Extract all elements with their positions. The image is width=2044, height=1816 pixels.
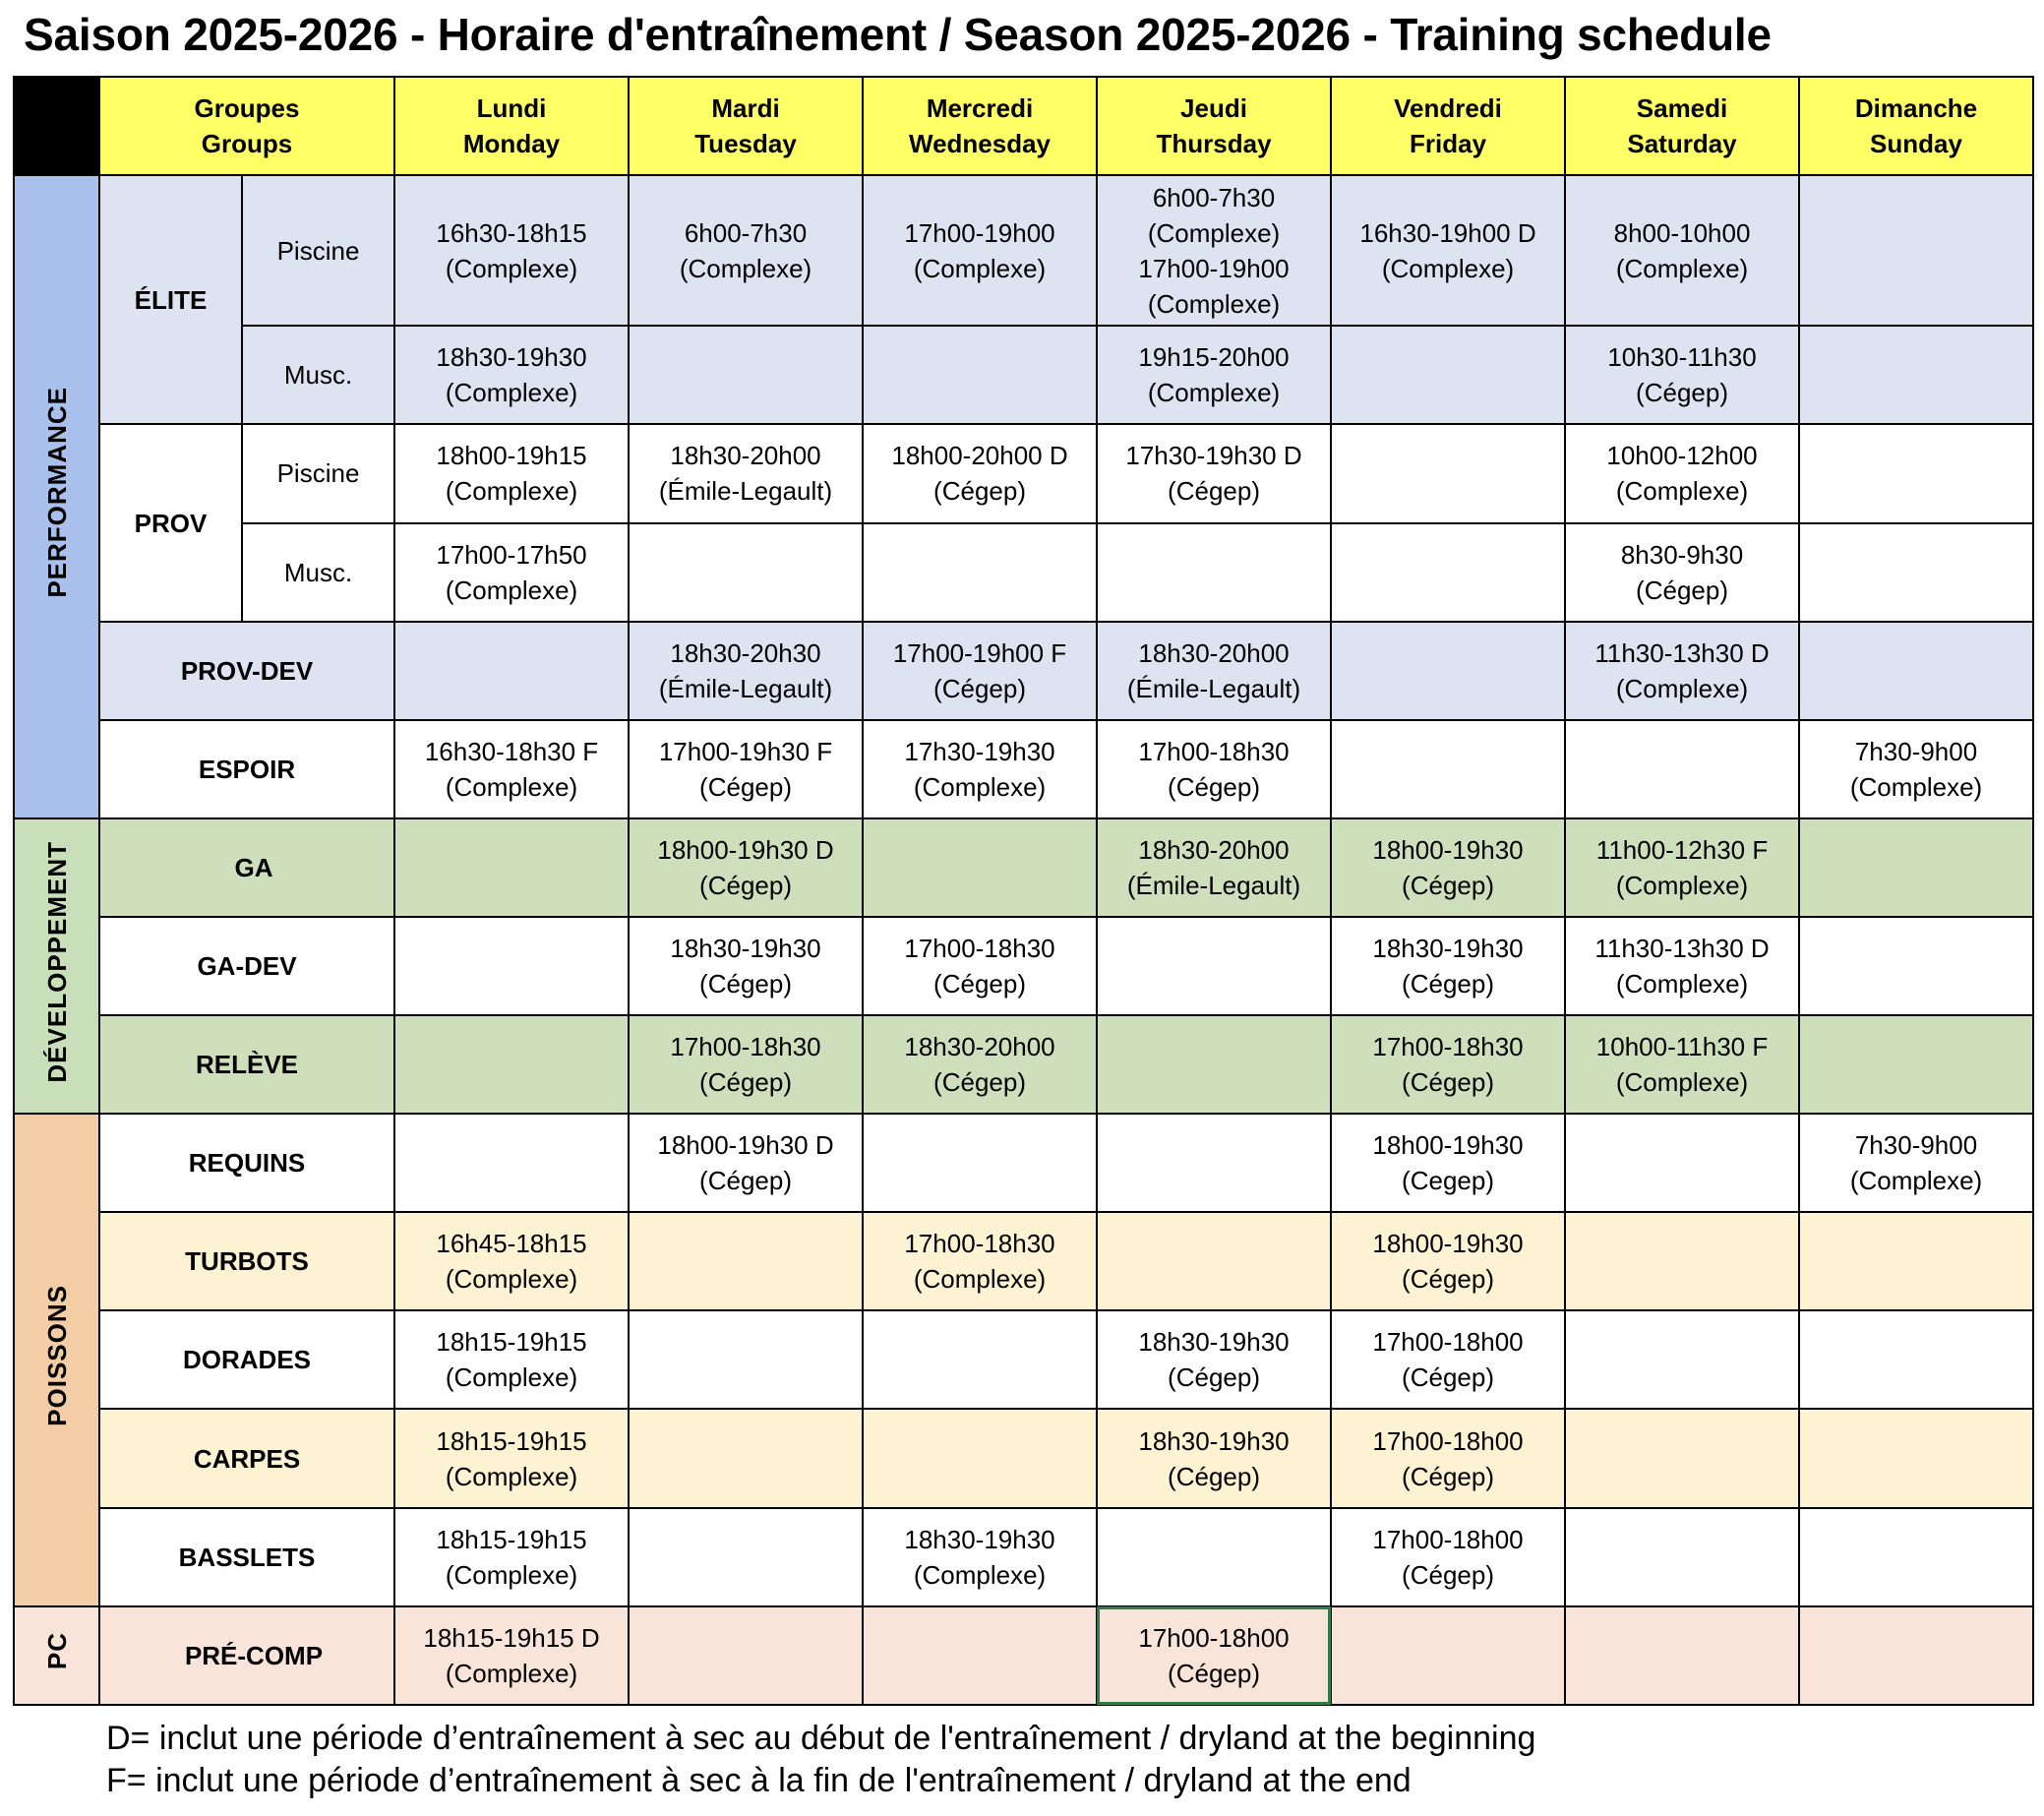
slot-monday (394, 720, 629, 818)
slot-friday (1331, 1508, 1565, 1606)
slot-saturday (1565, 1508, 1799, 1606)
slot-line: 11h00-12h30 F (1595, 834, 1769, 865)
slot-line: (Cégep) (1168, 1461, 1260, 1491)
slot-tuesday (629, 1114, 863, 1212)
slot-line: (Cégep) (699, 870, 792, 900)
slot-wednesday (863, 1508, 1097, 1606)
slot-line: (Cégep) (933, 673, 1026, 703)
slot-friday (1331, 1212, 1565, 1310)
slot-wednesday (863, 523, 1097, 622)
schedule-row-releve (14, 1015, 2033, 1114)
slot-line: 17h00-18h00 (1372, 1327, 1524, 1358)
category-pc (14, 1606, 99, 1705)
schedule-row-espoir (14, 720, 2033, 818)
page-title: Saison 2025-2026 - Horaire d'entraînement / Season 2025-2026 - Training schedule (24, 9, 1772, 60)
group-name-pre-comp: PRÉ-COMP (99, 1606, 394, 1705)
subgroup-musc: Musc. (242, 523, 394, 622)
category-label: DÉVELOPPEMENT (41, 840, 72, 1083)
slot-line: 6h00-7h30 (684, 217, 808, 248)
slot-line: (Complexe) (1615, 476, 1749, 507)
slot-line: (Cégep) (1168, 476, 1260, 507)
slot-thursday (1097, 523, 1331, 622)
slot-tuesday (629, 917, 863, 1015)
slot-line: (Complexe) (1615, 870, 1749, 900)
slot-friday (1331, 622, 1565, 720)
day-header-sunday (1799, 77, 2033, 175)
slot-tuesday (629, 424, 863, 522)
day-en: Monday (462, 129, 561, 159)
slot-tuesday (629, 818, 863, 917)
schedule-row-turbots (14, 1212, 2033, 1310)
slot-monday (394, 523, 629, 622)
day-en: Friday (1410, 129, 1487, 159)
slot-thursday (1097, 326, 1331, 424)
slot-saturday (1565, 1015, 1799, 1114)
slot-line: 17h00-18h30 (670, 1032, 821, 1062)
slot-line: (Complexe) (1615, 1067, 1749, 1098)
slot-line: 18h30-19h30 (1138, 1425, 1290, 1456)
slot-line: 10h30-11h30 (1607, 342, 1757, 373)
slot-friday (1331, 1409, 1565, 1507)
slot-line: (Complexe) (445, 575, 578, 605)
slot-thursday (1097, 1310, 1331, 1409)
slot-line: (Complexe) (1147, 378, 1281, 408)
slot-line: 17h00-19h00 F (892, 637, 1067, 668)
slot-line: (Cegep) (1402, 1166, 1494, 1196)
slot-friday (1331, 523, 1565, 622)
slot-sunday (1799, 1508, 2033, 1606)
slot-monday (394, 424, 629, 522)
category-developpement (14, 818, 99, 1114)
slot-sunday (1799, 622, 2033, 720)
category-label: POISSONS (41, 1285, 72, 1426)
slot-line: 18h30-20h00 (670, 441, 821, 471)
slot-line: (Complexe) (445, 1362, 578, 1393)
slot-saturday (1565, 424, 1799, 522)
slot-line: (Cégep) (933, 1067, 1026, 1098)
slot-tuesday (629, 523, 863, 622)
group-name-dorades: DORADES (99, 1310, 394, 1409)
slot-line: (Complexe) (445, 1264, 578, 1295)
slot-tuesday (629, 1310, 863, 1409)
schedule-row-requins (14, 1114, 2033, 1212)
schedule-row-pre-comp (14, 1606, 2033, 1705)
schedule-row-basslets (14, 1508, 2033, 1606)
slot-wednesday (863, 1409, 1097, 1507)
slot-line: 18h15-19h15 (436, 1327, 587, 1358)
day-header-thursday (1097, 77, 1331, 175)
slot-sunday (1799, 326, 2033, 424)
group-name-elite: ÉLITE (99, 175, 242, 424)
slot-line: 17h00-18h30 (904, 1229, 1055, 1259)
slot-line: (Cégep) (699, 771, 792, 802)
slot-friday (1331, 917, 1565, 1015)
slot-monday (394, 1606, 629, 1705)
day-fr: Dimanche (1854, 93, 1978, 124)
slot-thursday (1097, 1409, 1331, 1507)
slot-line: (Complexe) (913, 253, 1047, 283)
schedule-table (13, 76, 2034, 1706)
slot-saturday (1565, 1114, 1799, 1212)
slot-line: 17h00-18h30 (1138, 736, 1290, 766)
day-fr: Lundi (476, 93, 547, 124)
slot-saturday (1565, 1212, 1799, 1310)
day-fr: Mercredi (926, 93, 1034, 124)
slot-line: 8h00-10h00 (1613, 217, 1751, 248)
slot-saturday (1565, 818, 1799, 917)
slot-line: 18h30-20h30 (670, 637, 821, 668)
slot-line: 18h30-19h30 (1372, 933, 1524, 963)
day-en: Saturday (1627, 129, 1737, 159)
slot-line: (Émile-Legault) (658, 476, 833, 507)
slot-saturday (1565, 1606, 1799, 1705)
slot-tuesday (629, 622, 863, 720)
slot-line: 18h00-19h30 (1372, 1130, 1524, 1161)
slot-line: 18h15-19h15 (436, 1425, 587, 1456)
slot-saturday (1565, 175, 1799, 326)
slot-line: (Complexe) (1615, 673, 1749, 703)
slot-sunday (1799, 1114, 2033, 1212)
slot-line: (Complexe) (1615, 253, 1749, 283)
slot-line: (Émile-Legault) (658, 673, 833, 703)
slot-line: (Cégep) (933, 476, 1026, 507)
slot-wednesday (863, 1015, 1097, 1114)
slot-line: 16h30-19h00 D (1359, 217, 1536, 248)
slot-line: (Complexe) (913, 1559, 1047, 1590)
corner-cell (14, 77, 99, 175)
slot-sunday (1799, 424, 2033, 522)
slot-saturday (1565, 1310, 1799, 1409)
slot-line: 16h30-18h30 F (424, 736, 599, 766)
slot-line: 7h30-9h00 (1854, 736, 1978, 766)
slot-friday (1331, 720, 1565, 818)
slot-line: (Cégep) (1402, 1264, 1494, 1295)
slot-wednesday (863, 917, 1097, 1015)
schedule-row-prov-musc (14, 523, 2033, 622)
day-en: Sunday (1870, 129, 1962, 159)
slot-line: 17h00-18h00 (1372, 1524, 1524, 1554)
schedule-row-prov-piscine (14, 424, 2033, 522)
group-name-carpes: CARPES (99, 1409, 394, 1507)
slot-thursday (1097, 622, 1331, 720)
slot-monday (394, 1310, 629, 1409)
slot-saturday (1565, 622, 1799, 720)
slot-line: (Complexe) (445, 476, 578, 507)
slot-monday (394, 326, 629, 424)
schedule-row-elite-piscine (14, 175, 2033, 326)
slot-line: 17h00-18h30 (904, 933, 1055, 963)
day-header-tuesday (629, 77, 863, 175)
slot-saturday (1565, 917, 1799, 1015)
slot-thursday (1097, 917, 1331, 1015)
category-label: PERFORMANCE (41, 387, 72, 598)
header-row (14, 77, 2033, 175)
slot-line: 10h00-12h00 (1606, 441, 1758, 471)
slot-sunday (1799, 917, 2033, 1015)
slot-friday (1331, 1310, 1565, 1409)
group-name-ga: GA (99, 818, 394, 917)
slot-line: 16h30-18h15 (436, 217, 587, 248)
slot-wednesday (863, 720, 1097, 818)
slot-line: (Complexe) (445, 1658, 578, 1688)
slot-line: 8h30-9h30 (1620, 539, 1744, 570)
day-header-wednesday (863, 77, 1097, 175)
slot-wednesday (863, 818, 1097, 917)
schedule-row-ga (14, 818, 2033, 917)
group-name-prov-dev: PROV-DEV (99, 622, 394, 720)
slot-line: (Complexe) (1381, 253, 1515, 283)
schedule-row-ga-dev (14, 917, 2033, 1015)
slot-line: (Complexe) (679, 253, 812, 283)
slot-friday (1331, 326, 1565, 424)
slot-line: (Complexe) (913, 771, 1047, 802)
slot-line: 7h30-9h00 (1854, 1130, 1978, 1161)
slot-line: 18h00-19h30 D (657, 834, 834, 865)
schedule-row-prov-dev (14, 622, 2033, 720)
slot-friday (1331, 1114, 1565, 1212)
slot-line: 17h00-18h00 (1372, 1425, 1524, 1456)
slot-thursday (1097, 818, 1331, 917)
schedule-row-carpes (14, 1409, 2033, 1507)
slot-thursday (1097, 1212, 1331, 1310)
slot-sunday (1799, 1015, 2033, 1114)
slot-sunday (1799, 175, 2033, 326)
category-poissons (14, 1114, 99, 1606)
slot-line: (Cégep) (1402, 968, 1494, 999)
slot-monday (394, 917, 629, 1015)
slot-line: (Cégep) (1402, 1559, 1494, 1590)
slot-line: 18h00-20h00 D (891, 441, 1068, 471)
slot-line: (Émile-Legault) (1126, 870, 1301, 900)
slot-line: (Cégep) (1402, 1362, 1494, 1393)
day-fr: Samedi (1636, 93, 1728, 124)
slot-monday (394, 622, 629, 720)
slot-line: (Complexe) (1615, 968, 1749, 999)
slot-line: (Cégep) (1636, 378, 1728, 408)
day-en: Wednesday (909, 129, 1052, 159)
slot-saturday (1565, 326, 1799, 424)
slot-tuesday (629, 1409, 863, 1507)
slot-thursday (1097, 424, 1331, 522)
slot-line: 18h30-20h00 (904, 1032, 1055, 1062)
slot-line: 16h45-18h15 (436, 1229, 587, 1259)
slot-sunday (1799, 1606, 2033, 1705)
slot-thursday (1097, 1606, 1331, 1705)
slot-wednesday (863, 1606, 1097, 1705)
slot-monday (394, 1409, 629, 1507)
slot-line: 17h00-18h30 (1372, 1032, 1524, 1062)
slot-wednesday (863, 424, 1097, 522)
slot-friday (1331, 1015, 1565, 1114)
slot-sunday (1799, 1409, 2033, 1507)
slot-wednesday (863, 1310, 1097, 1409)
slot-line: 18h30-20h00 (1138, 637, 1290, 668)
slot-sunday (1799, 720, 2033, 818)
slot-thursday (1097, 720, 1331, 818)
slot-line: 11h30-13h30 D (1594, 637, 1770, 668)
slot-line: 19h15-20h00 (1138, 342, 1290, 373)
slot-monday (394, 1114, 629, 1212)
category-performance (14, 175, 99, 818)
slot-line: 18h30-19h30 (436, 342, 587, 373)
slot-line: 17h00-19h30 F (658, 736, 833, 766)
slot-line: (Complexe) (445, 1559, 578, 1590)
subgroup-piscine: Piscine (242, 424, 394, 522)
slot-friday (1331, 424, 1565, 522)
slot-monday (394, 1015, 629, 1114)
day-fr: Vendredi (1394, 93, 1502, 124)
slot-line: (Complexe) (1147, 217, 1281, 248)
slot-line: 18h15-19h15 (436, 1524, 587, 1554)
day-header-monday (394, 77, 629, 175)
slot-thursday (1097, 1015, 1331, 1114)
schedule-row-elite-musc (14, 326, 2033, 424)
group-name-espoir: ESPOIR (99, 720, 394, 818)
slot-tuesday (629, 1606, 863, 1705)
slot-monday (394, 175, 629, 326)
group-name-requins: REQUINS (99, 1114, 394, 1212)
category-label: PC (41, 1632, 72, 1670)
slot-line: (Cégep) (1168, 771, 1260, 802)
day-header-friday (1331, 77, 1565, 175)
slot-monday (394, 818, 629, 917)
slot-wednesday (863, 622, 1097, 720)
slot-saturday (1565, 720, 1799, 818)
groups-header-fr: Groupes (194, 93, 300, 124)
subgroup-piscine: Piscine (242, 175, 394, 326)
slot-line: (Cégep) (1168, 1362, 1260, 1393)
slot-monday (394, 1508, 629, 1606)
slot-sunday (1799, 818, 2033, 917)
slot-line: 10h00-11h30 F (1595, 1032, 1769, 1062)
slot-line: 17h00-18h00 (1138, 1622, 1290, 1653)
slot-line: 17h30-19h30 D (1125, 441, 1302, 471)
slot-line: (Cégep) (1402, 1067, 1494, 1098)
day-header-saturday (1565, 77, 1799, 175)
slot-line: 17h00-19h00 (904, 217, 1055, 248)
slot-wednesday (863, 326, 1097, 424)
schedule-row-dorades (14, 1310, 2033, 1409)
slot-friday (1331, 818, 1565, 917)
day-fr: Jeudi (1180, 93, 1247, 124)
slot-line: 11h30-13h30 D (1594, 933, 1770, 963)
group-name-ga-dev: GA-DEV (99, 917, 394, 1015)
slot-line: (Complexe) (445, 771, 578, 802)
slot-tuesday (629, 175, 863, 326)
group-name-turbots: TURBOTS (99, 1212, 394, 1310)
slot-friday (1331, 1606, 1565, 1705)
slot-line: (Complexe) (445, 1461, 578, 1491)
slot-sunday (1799, 1310, 2033, 1409)
slot-line: (Complexe) (1147, 288, 1281, 319)
slot-line: 18h00-19h15 (436, 441, 587, 471)
slot-tuesday (629, 720, 863, 818)
slot-sunday (1799, 1212, 2033, 1310)
slot-saturday (1565, 1409, 1799, 1507)
slot-line: 18h00-19h30 D (657, 1130, 834, 1161)
slot-tuesday (629, 1015, 863, 1114)
slot-line: 18h00-19h30 (1372, 834, 1524, 865)
slot-line: 17h30-19h30 (904, 736, 1055, 766)
legend-note-d: D= inclut une période d’entraînement à sec au début de l'entraînement / dryland at the beginning (106, 1720, 1536, 1757)
slot-wednesday (863, 1212, 1097, 1310)
slot-line: (Complexe) (1849, 1166, 1983, 1196)
slot-line: (Cégep) (699, 968, 792, 999)
slot-line: (Complexe) (913, 1264, 1047, 1295)
slot-tuesday (629, 1508, 863, 1606)
slot-line: (Cégep) (699, 1067, 792, 1098)
slot-line: 17h00-17h50 (436, 539, 587, 570)
legend-note-f: F= inclut une période d’entraînement à sec à la fin de l'entraînement / dryland at the end (106, 1762, 1412, 1799)
slot-monday (394, 1212, 629, 1310)
slot-line: (Cégep) (1636, 575, 1728, 605)
slot-line: (Cégep) (933, 968, 1026, 999)
slot-line: 18h30-20h00 (1138, 834, 1290, 865)
slot-line: 18h30-19h30 (904, 1524, 1055, 1554)
slot-line: (Cégep) (1402, 870, 1494, 900)
slot-line: (Émile-Legault) (1126, 673, 1301, 703)
slot-line: 18h00-19h30 (1372, 1229, 1524, 1259)
slot-wednesday (863, 175, 1097, 326)
slot-wednesday (863, 1114, 1097, 1212)
slot-sunday (1799, 523, 2033, 622)
slot-thursday (1097, 1508, 1331, 1606)
day-en: Thursday (1156, 129, 1272, 159)
slot-thursday (1097, 1114, 1331, 1212)
slot-line: (Complexe) (1849, 771, 1983, 802)
slot-line: 18h30-19h30 (670, 933, 821, 963)
slot-line: (Cégep) (699, 1166, 792, 1196)
slot-line: 18h15-19h15 D (423, 1622, 600, 1653)
slot-tuesday (629, 326, 863, 424)
subgroup-musc: Musc. (242, 326, 394, 424)
group-name-releve: RELÈVE (99, 1015, 394, 1114)
slot-line: (Cégep) (1168, 1658, 1260, 1688)
groups-header-en: Groups (201, 129, 293, 159)
slot-line: 6h00-7h30 (1152, 182, 1276, 212)
slot-thursday (1097, 175, 1331, 326)
slot-line: (Complexe) (445, 378, 578, 408)
slot-line: 18h30-19h30 (1138, 1327, 1290, 1358)
slot-line: 17h00-19h00 (1138, 253, 1290, 283)
groups-header (99, 77, 394, 175)
slot-line: (Cégep) (1402, 1461, 1494, 1491)
day-en: Tuesday (694, 129, 797, 159)
day-fr: Mardi (711, 93, 780, 124)
group-name-prov: PROV (99, 424, 242, 621)
slot-tuesday (629, 1212, 863, 1310)
group-name-basslets: BASSLETS (99, 1508, 394, 1606)
slot-line: (Complexe) (445, 253, 578, 283)
slot-friday (1331, 175, 1565, 326)
slot-saturday (1565, 523, 1799, 622)
